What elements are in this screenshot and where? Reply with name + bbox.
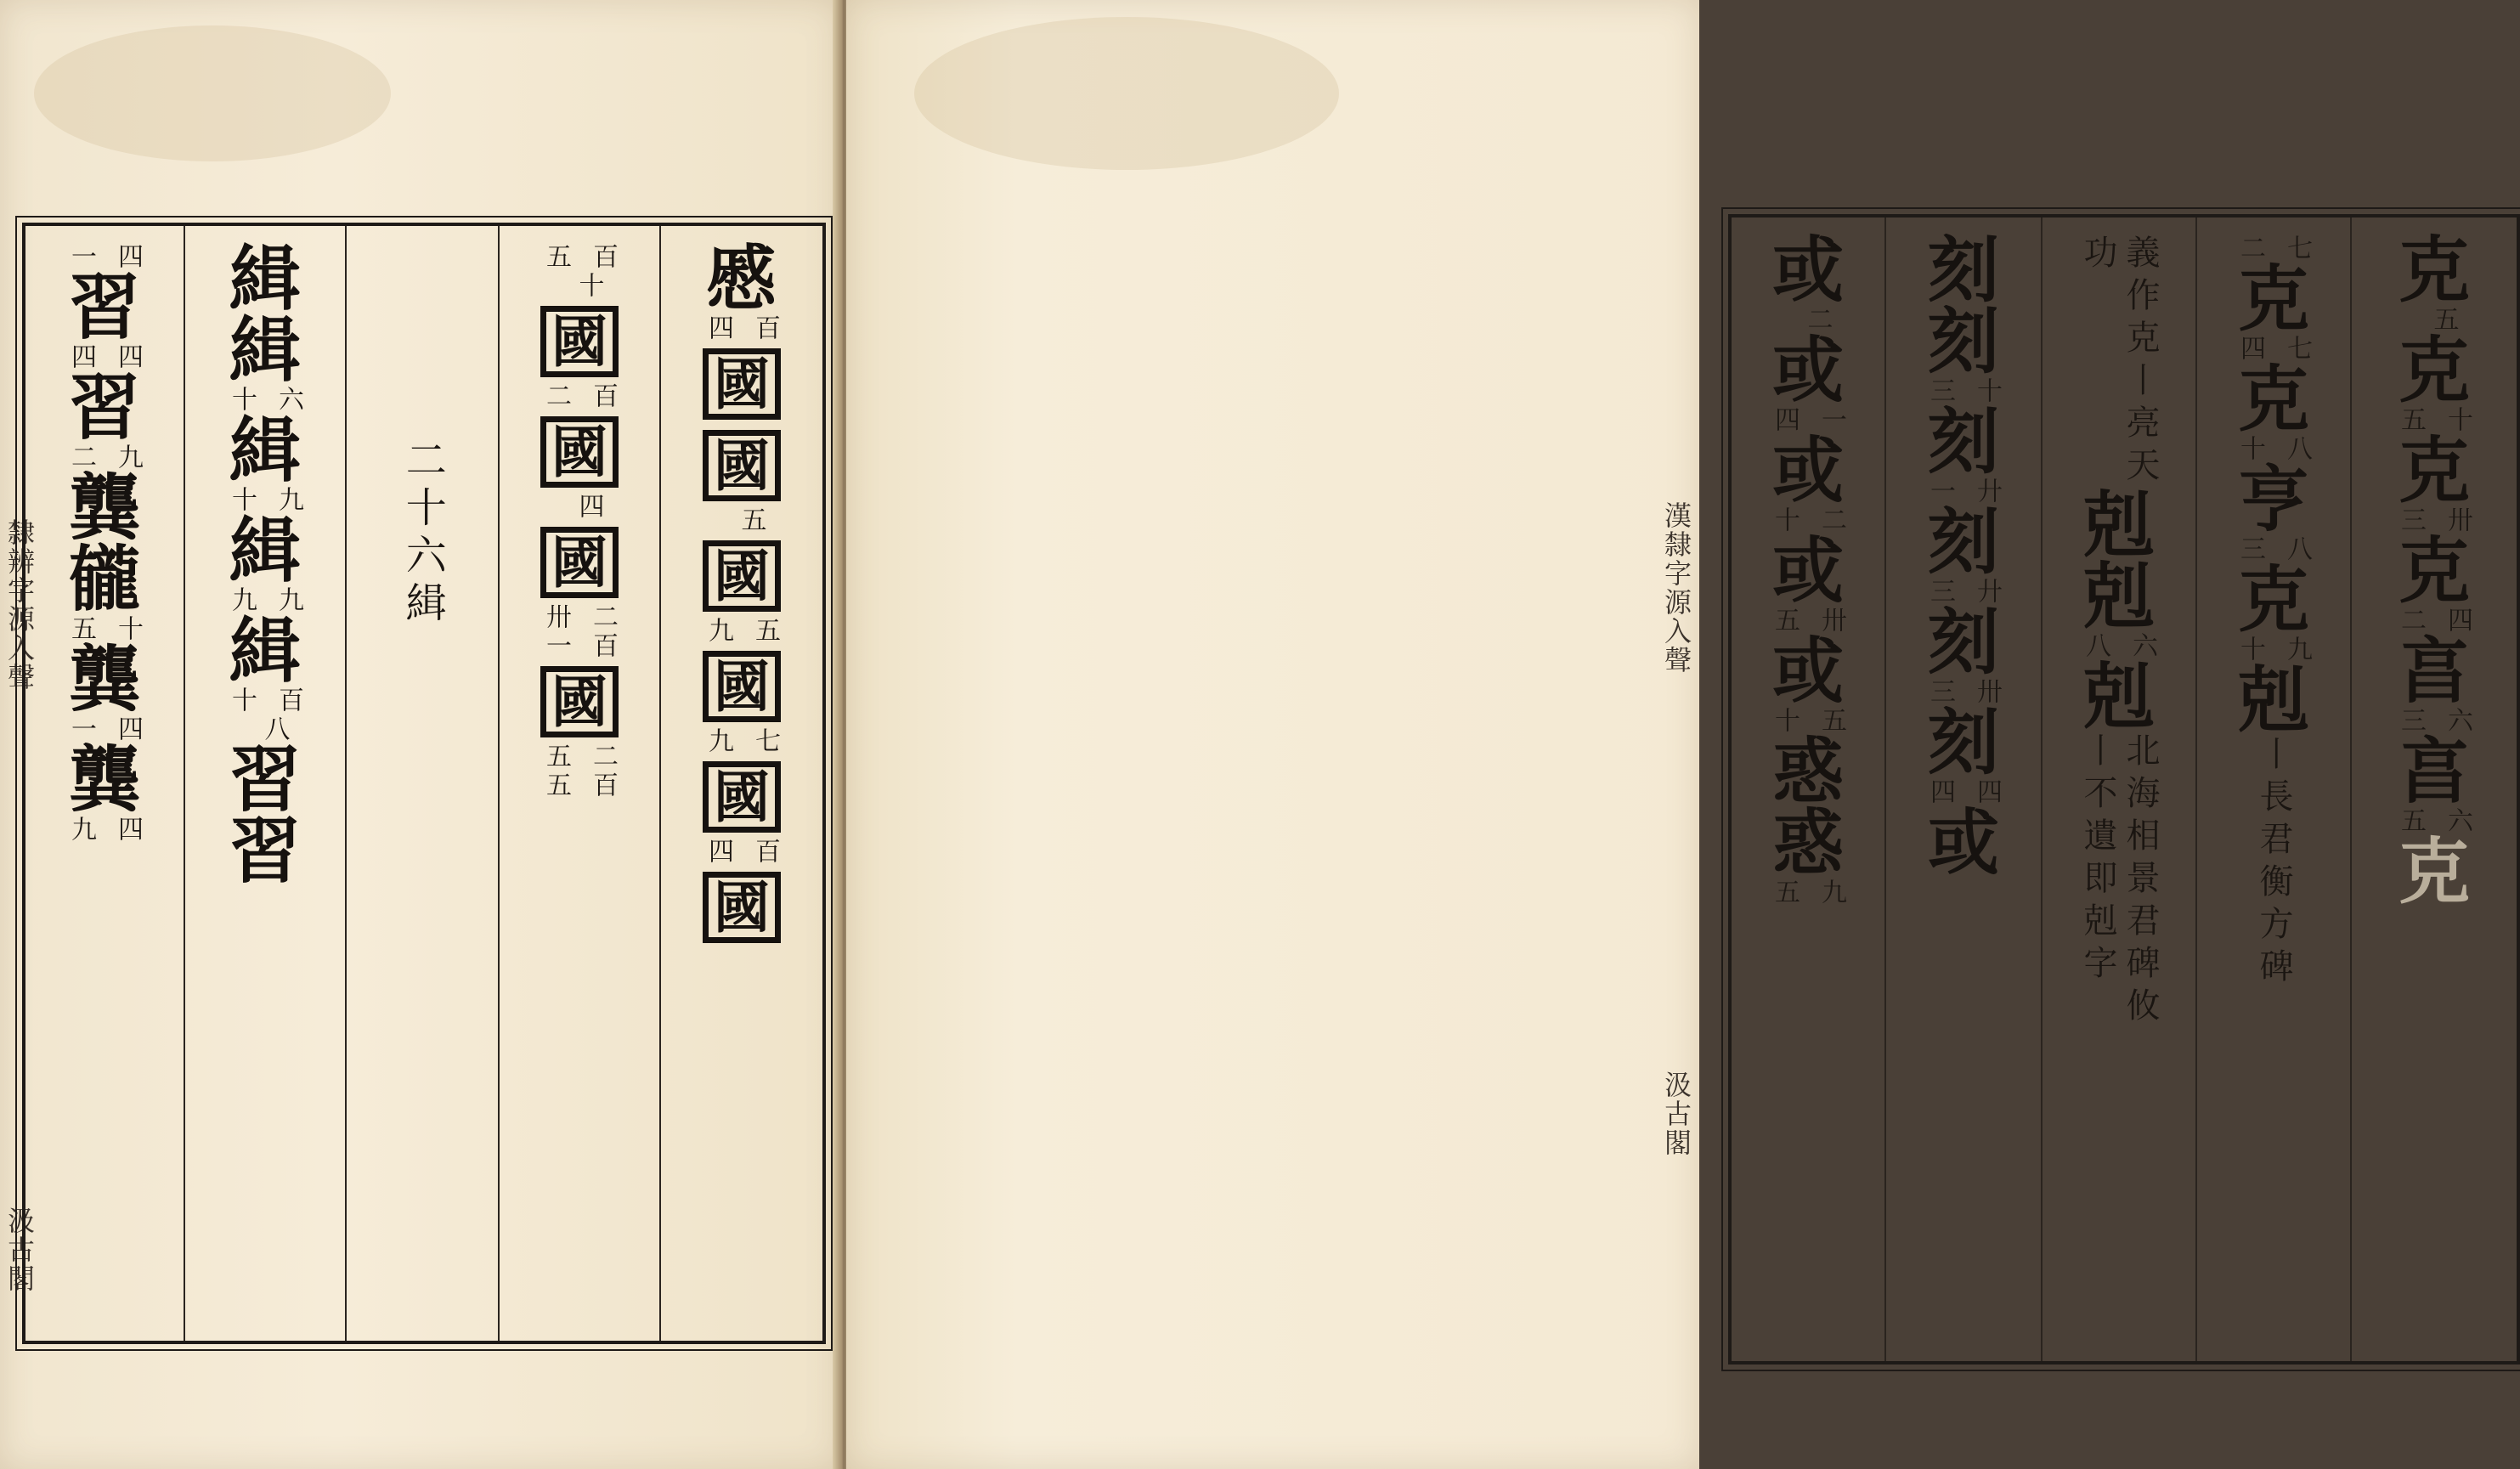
glyph-character: 克 [2237,257,2309,341]
glyph-entry [1770,800,1846,907]
source-note-number: 三 [1925,578,1955,603]
glyph-entry [68,466,140,550]
source-note-number: 一 [1817,406,1846,432]
glyph-character: 或 [1771,528,1844,613]
glyph-character: 國 [703,348,781,420]
glyph-character: 或 [1771,228,1844,312]
inscription-text: 丨長君衡方碑 [2254,736,2293,991]
right-column-2 [2197,234,2350,1344]
source-note-number: 五 [1770,879,1800,904]
glyph-character: 剋 [2082,554,2155,638]
source-note-number: 四 [703,838,733,863]
glyph-character: 國 [540,416,619,488]
glyph-entry [703,646,781,756]
glyph-character: 克 [2398,528,2470,613]
source-note-number: 六 [2127,632,2157,658]
source-note-number: 十 [2235,636,2265,661]
glyph-character: 亯 [2398,729,2470,813]
source-note-number: 八 [2282,535,2312,561]
source-note-number: 百 [588,771,618,797]
glyph-entry [229,809,301,893]
glyph-entry [2082,654,2155,738]
source-note-number: 九 [274,486,303,511]
glyph-character: 習 [68,365,140,449]
glyph-character: 刻 [1927,700,1999,784]
glyph-character: 國 [540,306,619,377]
source-note [1771,879,1845,907]
glyph-character: 緝 [229,608,301,692]
source-note-number: 二 [66,444,96,469]
source-note-number: 八 [259,715,290,741]
source-note-number: 十 [113,615,143,641]
source-note-number: 五 [541,743,571,768]
source-note [704,314,779,343]
glyph-character: 國 [703,761,781,833]
glyph-entry [2396,328,2472,435]
source-note-number: 六 [2443,707,2472,732]
glyph-entry [1771,228,1844,335]
source-note-number: 十 [1770,506,1800,532]
glyph-character: 國 [540,666,619,737]
source-note-number: 四 [703,314,733,340]
source-note-number: 十 [1972,377,2002,403]
source-note-number: 卅 [1972,678,2002,703]
glyph-character: 亯 [2398,629,2470,713]
source-note-number: 卅 [2443,506,2472,532]
glyph-entry [542,243,617,272]
source-note-number: 十 [2443,406,2472,432]
glyph-entry [2235,357,2312,464]
source-note-number: 九 [703,727,733,753]
source-note-number: 四 [66,343,96,369]
glyph-entry [229,236,301,320]
glyph-character: 國 [703,430,781,501]
glyph-entry [540,661,619,771]
source-note-number: 二 [2396,607,2426,632]
source-note-number: 六 [274,386,303,411]
source-note [704,838,779,867]
source-note-number: 九 [274,586,303,612]
glyph-character: 惑 [1771,729,1844,813]
source-note [704,727,779,756]
source-note-number: 五 [736,506,766,532]
glyph-entry [1925,700,2002,807]
glyph-entry [703,867,781,948]
glyph-character: 緝 [229,236,301,320]
source-note [542,743,617,771]
source-note-number: 百 [588,632,618,658]
glyph-entry [1770,428,1846,535]
glyph-character: 國 [703,651,781,722]
source-note-number: 五 [2428,306,2459,331]
glyph-entry [227,508,303,615]
glyph-entry [703,343,781,425]
glyph-character: 或 [1771,629,1844,713]
glyph-entry [557,272,603,301]
glyph-entry [66,737,143,845]
source-note-number: 九 [703,617,733,642]
source-note-number: 四 [113,343,143,369]
source-note-number: 三 [2396,707,2426,732]
inscription-text: 義作克丨亮天功 [2078,234,2160,489]
glyph-entry [227,608,303,715]
glyph-character: 或 [1771,428,1844,512]
source-note-number: 四 [113,243,143,268]
glyph-entry [1925,600,2002,707]
source-note-number: 七 [2282,234,2312,260]
source-note-number: 五 [2396,807,2426,833]
source-note [542,603,617,632]
source-note-number: 百 [274,686,303,712]
right-column-5 [1732,228,1884,1344]
right-column-4 [1886,228,2041,1344]
source-note-number: 五 [1817,707,1846,732]
glyph-entry [1927,228,1999,312]
glyph-entry [540,411,619,522]
glyph-character: 習 [229,809,301,893]
source-note-number: 三 [1925,377,1955,403]
source-note-number: 二 [541,382,571,408]
glyph-character: 刻 [1927,299,1999,383]
source-note-number: 九 [2282,636,2312,661]
source-note-number: 六 [2443,807,2472,833]
left-column-2 [500,243,659,1324]
glyph-character: 克 [2398,228,2470,312]
glyph-character: 惑 [1771,800,1844,884]
glyph-character: 龔 [68,466,140,550]
right-page [846,0,2472,1469]
source-note-number: 九 [66,816,96,841]
source-note-number: 一 [66,715,96,741]
source-note [557,493,603,522]
glyph-entry [703,535,781,646]
glyph-character: 緝 [229,408,301,492]
glyph-entry [66,637,143,744]
source-note-number: 十 [573,272,604,297]
right-edge-label: 漢隸字源入聲 [1660,501,1692,675]
left-column-3 [347,243,498,1324]
glyph-entry [1925,500,2002,607]
glyph-entry [2398,228,2470,335]
glyph-entry [542,771,617,800]
source-note-number: 十 [2235,435,2265,460]
glyph-entry [2396,629,2472,736]
source-note-number: 二 [1817,506,1846,532]
glyph-character: 龔 [68,737,140,822]
source-note-number: 三 [2235,535,2265,561]
glyph-character: 克 [2398,428,2470,512]
source-note-number: 二 [588,603,618,629]
source-note-number: 五 [750,617,780,642]
glyph-character: 刻 [1927,500,1999,584]
source-note-number: 四 [1925,778,1955,804]
source-note-number: 一 [1925,477,1955,503]
left-edge-label: 隸辨字源入聲 [3,518,36,692]
glyph-entry [2396,428,2472,535]
source-note [542,632,617,661]
glyph-character: 克 [2237,557,2309,641]
source-note-number: 八 [2081,632,2110,658]
source-note-number: 卅 [541,603,571,629]
source-note-number: 一 [541,632,571,658]
glyph-character: 剋 [2237,658,2309,742]
glyph-entry [540,522,619,632]
glyph-character: 克 [2398,328,2470,412]
source-note-number: 四 [113,715,143,741]
source-note-number: 十 [227,686,257,712]
source-note [557,272,603,301]
source-note-number: 四 [2235,335,2265,360]
glyph-entry [2235,557,2312,664]
glyph-character: 慼 [705,236,777,320]
glyph-entry [2082,483,2155,567]
source-note-number: 九 [227,586,257,612]
source-note [542,771,617,800]
source-note-number: 二 [1802,306,1833,331]
source-note-number: 百 [750,838,780,863]
glyph-character: 亨 [2237,457,2309,541]
source-note-number: 百 [750,314,780,340]
left-frame [22,223,826,1344]
source-note [719,506,766,535]
glyph-character: 龓 [68,537,140,621]
source-note-number: 十 [227,486,257,511]
glyph-character: 克 [2398,829,2470,913]
glyph-character: 剋 [2082,654,2155,738]
section-heading: 二十六緝 [398,438,447,629]
paper-stain [914,17,1339,170]
right-edge-label-lower: 汲古閣 [1660,1071,1692,1157]
glyph-character: 緝 [229,308,301,392]
glyph-character: 龔 [68,637,140,721]
glyph-character: 國 [703,540,781,612]
glyph-entry [2081,554,2157,661]
glyph-entry [703,425,781,535]
glyph-character: 或 [1771,328,1844,412]
source-note [704,617,779,646]
glyph-entry [1770,629,1846,736]
source-note-number: 廾 [1972,578,2002,603]
right-column-1 [2352,228,2517,1344]
left-page [0,0,839,1469]
glyph-entry [1770,528,1846,636]
glyph-entry [227,308,303,415]
source-note-number: 廾 [1972,477,2002,503]
source-note-number: 九 [113,444,143,469]
source-note-number: 百 [588,243,618,268]
glyph-character: 國 [703,872,781,943]
source-note-number: 五 [66,615,96,641]
left-column-4 [185,236,345,1324]
inscription-text: 北海相景君碑攸丨不遺即剋字 [2078,732,2160,1030]
source-note [67,816,142,845]
source-note [228,686,302,715]
glyph-entry [229,737,301,822]
glyph-entry [2235,457,2312,564]
left-edge-label-lower: 汲古閣 [3,1206,36,1293]
source-note-number: 五 [541,771,571,797]
source-note-number: 卅 [1817,607,1846,632]
source-note-number: 二 [2235,234,2265,260]
glyph-entry [703,756,781,867]
source-note-number: 百 [588,382,618,408]
glyph-entry [540,301,619,411]
source-note-number: 四 [113,816,143,841]
right-column-3 [2043,234,2195,1344]
glyph-entry [1927,800,1999,884]
glyph-character: 剋 [2082,483,2155,567]
source-note-number: 九 [1817,879,1846,904]
glyph-entry [542,632,617,661]
glyph-entry [2396,729,2472,836]
left-column-5 [25,243,184,1324]
source-note-number: 三 [2396,506,2426,532]
source-note-number: 三 [1925,678,1955,703]
glyph-entry [227,408,303,515]
glyph-character: 緝 [229,508,301,592]
right-frame [1728,214,2520,1364]
glyph-character: 刻 [1927,399,1999,483]
source-note-number: 四 [573,493,604,518]
glyph-entry [2235,257,2312,364]
source-note-number: 二 [588,743,618,768]
source-note-number: 一 [66,243,96,268]
glyph-character: 或 [1927,800,1999,884]
source-note-number: 四 [1972,778,2002,804]
glyph-entry [2396,528,2472,636]
source-note-number: 十 [1770,707,1800,732]
source-note-number: 五 [2396,406,2426,432]
source-note-number: 四 [1770,406,1800,432]
glyph-entry [1925,399,2002,506]
source-note-number: 七 [750,727,780,753]
source-note-number: 十 [227,386,257,411]
source-note [542,243,617,272]
glyph-entry [1925,299,2002,406]
source-note-number: 四 [2443,607,2472,632]
source-note-number: 五 [1770,607,1800,632]
glyph-entry [1771,729,1844,813]
glyph-character: 克 [2237,357,2309,441]
left-column-1 [661,236,822,1324]
glyph-entry [703,236,780,343]
glyph-entry [2398,829,2470,913]
source-note-number: 五 [541,243,571,268]
source-note [542,382,617,411]
glyph-character: 刻 [1927,228,1999,312]
source-note-number: 七 [2282,335,2312,360]
glyph-character: 習 [68,265,140,349]
glyph-entry [66,265,143,372]
glyph-character: 習 [229,737,301,822]
glyph-character: 刻 [1927,600,1999,684]
source-note-number: 八 [2282,435,2312,460]
paper-stain [34,25,391,161]
glyph-entry [2237,658,2309,742]
glyph-entry [66,537,143,644]
glyph-character: 國 [540,527,619,598]
glyph-entry [66,365,143,472]
glyph-entry [1770,328,1846,435]
